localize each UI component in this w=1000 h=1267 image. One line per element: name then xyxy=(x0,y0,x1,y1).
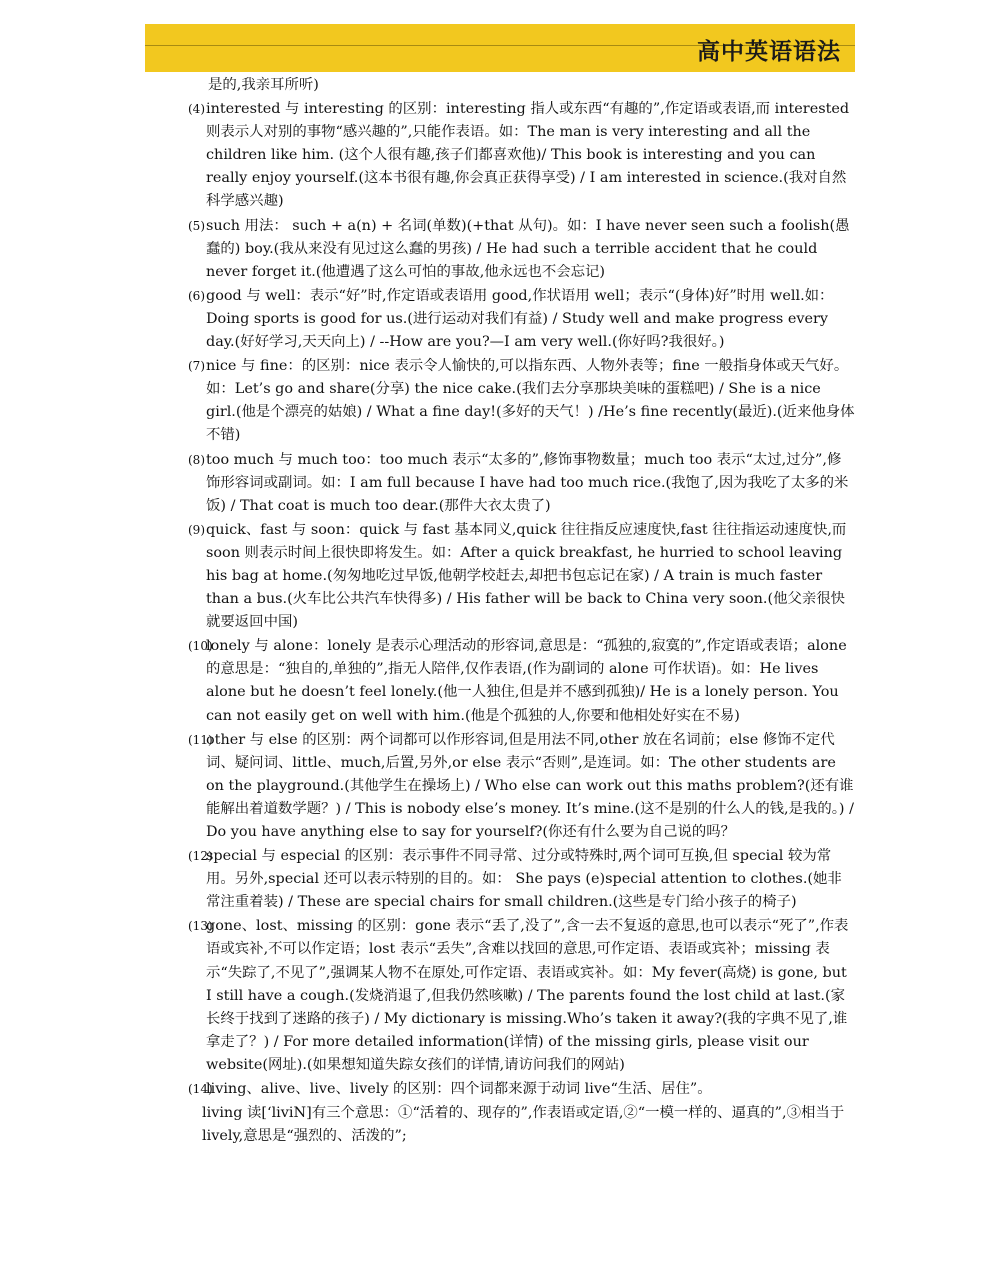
item-5 xyxy=(190,215,855,284)
item-number: (14) xyxy=(188,1082,213,1097)
item-6 xyxy=(190,285,855,354)
header-title: 高中英语语法 xyxy=(697,39,841,65)
item-text: other 与 else 的区别：两个词都可以作形容词,但是用法不同,other 放在名词前；else 修饰不定代词、疑问词、little、much,后置,另外,or else 表示“否则”,是连词。如：The other students are on the playground.(其他学生在操场上) / Who else can work out this maths problem?(还有谁能解出着道数学题？) / This is nobody else’s money. It’s mine.(这不是别的什么人的钱,是我的。) / Do you have anything else to say for yourself?(你还有什么要为自己说的吗？ xyxy=(206,731,854,840)
item-text: quick、fast 与 soon：quick 与 fast 基本同义,quick 往往指反应速度快,fast 往往指运动速度快,而 soon 则表示时间上很快即将发生。如：After a quick breakfast, he hurried to school leaving his bag at home.(匆匆地吃过早饭,他朝学校赶去,却把书包忘记在家) / A train is much faster than a bus.(火车比公共汽车快得多) / His father will be back to China very soon.(他父亲很快就要返回中国) xyxy=(206,521,847,631)
item-text: gone、lost、missing 的区别：gone 表示“丢了,没了”,含一去不复返的意思,也可以表示“死了”,作表语或宾补,不可以作定语；lost 表示“丢失”,含难以找回的意思,可作定语、表语或宾补；missing 表示“失踪了,不见了”,强调某人物不在原处,可作定语、表语或宾补。如：My fever(高烧) is gone, but I still have a cough.(发烧消退了,但我仍然咳嗽) / The parents found the lost child at last.(家长终于找到了迷路的孩子) / My dictionary is missing.Who’s taken it away?(我的字典不见了,谁拿走了？) / For more detailed information(详情) of the missing girls, please visit our website(网址).(如果想知道失踪女孩们的详情,请访问我们的网站) xyxy=(206,918,849,1073)
item-number: (7) xyxy=(188,359,205,374)
item-text: nice 与 fine：的区别：nice 表示令人愉快的,可以指东西、人物外表等；fine 一般指身体或天气好。如：Let’s go and share(分享) the nice cake.(我们去分享那块美味的蛋糕吧) / She is a nice girl.(他是个漂亮的姑娘) / What a fine day!(多好的天气！) /He’s fine recently(最近).(近来他身体不错) xyxy=(206,358,855,444)
item-7 xyxy=(190,355,855,447)
item-10 xyxy=(190,635,855,727)
item-text: too much 与 much too：too much 表示“太多的”,修饰事物数量；much too 表示“太过,过分”,修饰形容词或副词。如：I am full because I have had too much rice.(我饱了,因为我吃了太多的米饭) / That coat is much too dear.(那件大衣太贵了) xyxy=(206,451,849,514)
item-8 xyxy=(190,449,855,518)
item-text: living、alive、live、lively 的区别：四个词都来源于动词 live“生活、居住”。 xyxy=(206,1081,712,1098)
item-text: lonely 与 alone：lonely 是表示心理活动的形容词,意思是：“孤独的,寂寞的”,作定语或表语；alone 的意思是：“独自的,单独的”,指无人陪伴,仅作表语,(作为副词的 alone 可作状语)。如：He lives alone but he doesn’t feel lonely.(他一人独住,但是并不感到孤独)/ He is a lonely person. You can not easily get on well with him.(他是个孤独的人,你要和他相处好实在不易) xyxy=(206,638,847,724)
item-number: (9) xyxy=(188,522,205,537)
item-text: interested 与 interesting 的区别：interesting 指人或东西“有趣的”,作定语或表语,而 interested 则表示人对别的事物“感兴趣的”,只能作表语。如：The man is very interesting and all the children like him. (这个人很有趣,孩子们都喜欢他)/ This book is interesting and you can really enjoy yourself.(这本书很有趣,你会真正获得享受) / I am interested in science.(我对自然科学感兴趣) xyxy=(206,101,850,210)
item-9 xyxy=(190,519,855,634)
item-4 xyxy=(190,98,855,213)
item-number: (12) xyxy=(188,849,213,864)
header-bar xyxy=(145,24,855,72)
item-text: such 用法： such + a(n) + 名词(单数)(+that 从句)。如：I have never seen such a foolish(愚蠢的) boy.(我从来没有见过这么蠢的男孩) / He had such a terrible accident that he could never forget it.(他遭遇了这么可怕的事故,他永远也不会忘记) xyxy=(206,217,850,280)
item-text: special 与 especial 的区别：表示事件不同寻常、过分或特殊时,两个词可互换,但 special 较为常用。另外,special 还可以表示特别的目的。如： She pays (e)special attention to clothes.(她非常注重着装) / These are special chairs for small children.(这些是专门给小孩子的椅子) xyxy=(206,848,842,911)
item-14-continuation: living 读[‘liviN]有三个意思：①“活着的、现存的”,作表语或定语,②“一模一样的、逼真的”,③相当于 lively,意思是“强烈的、活泼的”; xyxy=(202,1105,845,1145)
item-number: (4) xyxy=(188,102,205,117)
item-number: (8) xyxy=(188,452,205,467)
item-number: (5) xyxy=(188,218,205,233)
item-12 xyxy=(190,845,855,914)
item-number: (10) xyxy=(188,639,213,654)
intro-line: 是的,我亲耳所听) xyxy=(208,77,319,93)
content xyxy=(190,74,855,1149)
item-number: (6) xyxy=(188,288,205,303)
item-13 xyxy=(190,915,855,1077)
item-text: good 与 well：表示“好”时,作定语或表语用 good,作状语用 well；表示“(身体)好”时用 well.如：Doing sports is good for us.(进行运动对我们有益) / Study well and make progress every day.(好好学习,天天向上) / --How are you?—I am very well.(你好吗?我很好。) xyxy=(206,287,834,351)
item-14 xyxy=(190,1078,855,1101)
item-11 xyxy=(190,729,855,844)
item-number: (13) xyxy=(188,919,213,934)
item-number: (11) xyxy=(188,732,213,747)
